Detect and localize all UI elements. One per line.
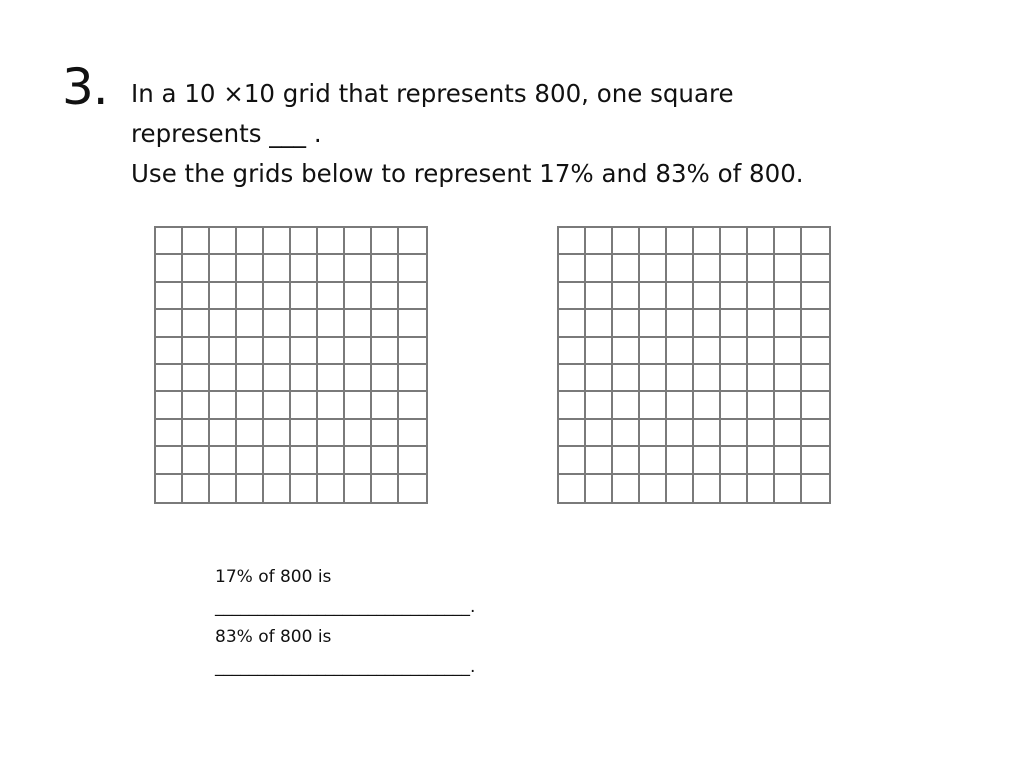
grid-cell[interactable] [640,338,667,365]
prompt-line-3: Use the grids below to represent 17% and 83% of 800. [131,159,804,188]
grid-cell[interactable] [291,310,318,337]
grid-cell[interactable] [237,447,264,474]
grid-cell[interactable] [318,420,345,447]
grid-cell[interactable] [156,420,183,447]
grid-cell[interactable] [667,420,694,447]
grid-cell[interactable] [372,228,399,255]
grid-cell[interactable] [345,392,372,419]
answer-83-blank[interactable]: ______________________________. [215,657,476,677]
grid-cell[interactable] [586,283,613,310]
grid-cell[interactable] [318,365,345,392]
grid-cell[interactable] [559,447,586,474]
grid-cell[interactable] [183,365,210,392]
grid-cell[interactable] [667,338,694,365]
grid-cell[interactable] [210,420,237,447]
grid-cell[interactable] [694,365,721,392]
grid-cell[interactable] [399,475,426,502]
grid-cell[interactable] [399,365,426,392]
grid-cell[interactable] [291,283,318,310]
grid-cell[interactable] [559,255,586,282]
grid-cell[interactable] [667,475,694,502]
grid-cell[interactable] [264,392,291,419]
grid-cell[interactable] [802,475,829,502]
grid-cell[interactable] [775,392,802,419]
grid-cell[interactable] [345,475,372,502]
grid-cell[interactable] [640,283,667,310]
grid-cell[interactable] [640,228,667,255]
grid-cell[interactable] [183,255,210,282]
grid-cell[interactable] [156,338,183,365]
grid-cell[interactable] [318,447,345,474]
grid-cell[interactable] [156,392,183,419]
grid-cell[interactable] [264,447,291,474]
grid-cell[interactable] [586,310,613,337]
grid-cell[interactable] [802,420,829,447]
grid-cell[interactable] [318,475,345,502]
grid-cell[interactable] [613,338,640,365]
answer-17-label: 17% of 800 is [215,567,332,587]
grid-cell[interactable] [721,283,748,310]
grid-cell[interactable] [345,447,372,474]
grid-cell[interactable] [748,447,775,474]
grid-cell[interactable] [694,228,721,255]
grid-cell[interactable] [721,420,748,447]
grid-cell[interactable] [559,338,586,365]
grid-cell[interactable] [183,310,210,337]
grid-cell[interactable] [237,283,264,310]
grid-cell[interactable] [399,283,426,310]
grid-cell[interactable] [156,475,183,502]
grid-cell[interactable] [210,365,237,392]
grid-cell[interactable] [721,365,748,392]
grid-cell[interactable] [291,365,318,392]
grid-cell[interactable] [345,255,372,282]
grid-cell[interactable] [237,365,264,392]
grid-cell[interactable] [156,447,183,474]
answer-section [215,562,475,682]
grid-cell[interactable] [613,283,640,310]
grid-cell[interactable] [694,255,721,282]
grid-cell[interactable] [694,447,721,474]
grid-cell[interactable] [291,392,318,419]
grid-cell[interactable] [183,392,210,419]
grid-cell[interactable] [640,420,667,447]
grid-cell[interactable] [372,255,399,282]
prompt-line-2: represents ___ . [131,119,322,148]
grid-cell[interactable] [345,420,372,447]
grid-cell[interactable] [748,283,775,310]
grid-cell[interactable] [748,420,775,447]
grid-cell[interactable] [291,447,318,474]
grid-cell[interactable] [721,310,748,337]
grid-cell[interactable] [802,338,829,365]
grid-cell[interactable] [586,447,613,474]
grid-cell[interactable] [667,310,694,337]
grid-cell[interactable] [399,420,426,447]
grid-cell[interactable] [183,475,210,502]
grid-cell[interactable] [559,365,586,392]
grid-cell[interactable] [667,255,694,282]
grid-cell[interactable] [237,338,264,365]
grid-cell[interactable] [183,338,210,365]
grid-cell[interactable] [291,420,318,447]
grid-cell[interactable] [291,228,318,255]
grid-cell[interactable] [183,420,210,447]
grid-cell[interactable] [559,392,586,419]
grid-cell[interactable] [559,475,586,502]
grid-cell[interactable] [613,392,640,419]
grid-cell[interactable] [640,255,667,282]
grid-cell[interactable] [748,228,775,255]
grid-cell[interactable] [586,255,613,282]
grid-cell[interactable] [210,392,237,419]
grid-cell[interactable] [775,255,802,282]
grid-cell[interactable] [640,392,667,419]
grid-cell[interactable] [640,365,667,392]
grid-cell[interactable] [237,420,264,447]
grid-cell[interactable] [559,310,586,337]
grid-cell[interactable] [559,283,586,310]
grid-cell[interactable] [372,338,399,365]
grid-cell[interactable] [667,365,694,392]
grid-cell[interactable] [559,228,586,255]
grid-cell[interactable] [586,228,613,255]
grid-cell[interactable] [156,283,183,310]
grid-cell[interactable] [210,338,237,365]
grid-cell[interactable] [694,475,721,502]
grid-cell[interactable] [345,228,372,255]
grid-cell[interactable] [318,392,345,419]
grid-cell[interactable] [802,228,829,255]
grid-cell[interactable] [399,228,426,255]
grid-cell[interactable] [399,338,426,365]
grid-cell[interactable] [775,447,802,474]
grid-cell[interactable] [183,283,210,310]
grid-cell[interactable] [775,475,802,502]
grid-cell[interactable] [399,392,426,419]
grid-cell[interactable] [372,447,399,474]
grid-cell[interactable] [372,420,399,447]
grid-cell[interactable] [318,255,345,282]
grid-cell[interactable] [291,338,318,365]
grid-cell[interactable] [775,365,802,392]
grid-cell[interactable] [318,228,345,255]
grid-cell[interactable] [748,392,775,419]
question-prompt [131,74,991,194]
grid-cell[interactable] [613,447,640,474]
grid-cell[interactable] [318,283,345,310]
hundred-grid-left[interactable] [154,226,428,504]
grid-cell[interactable] [613,228,640,255]
prompt-line-1: In a 10 ×10 grid that represents 800, one square [131,79,734,108]
grid-cell[interactable] [372,365,399,392]
grid-cell[interactable] [183,228,210,255]
grid-cell[interactable] [640,310,667,337]
grid-cell[interactable] [210,228,237,255]
grid-cell[interactable] [613,475,640,502]
answer-83-label: 83% of 800 is [215,627,332,647]
grid-cell[interactable] [748,475,775,502]
grid-cell[interactable] [210,447,237,474]
grid-cell[interactable] [721,475,748,502]
grid-cell[interactable] [613,420,640,447]
grid-cell[interactable] [640,475,667,502]
grid-cell[interactable] [264,338,291,365]
grid-cell[interactable] [802,447,829,474]
grid-cell[interactable] [237,475,264,502]
grid-cell[interactable] [372,392,399,419]
grid-cell[interactable] [775,310,802,337]
grid-cell[interactable] [721,228,748,255]
grid-cell[interactable] [156,255,183,282]
grid-cell[interactable] [613,255,640,282]
grid-cell[interactable] [264,365,291,392]
grid-cell[interactable] [210,283,237,310]
grid-cell[interactable] [156,310,183,337]
grid-cell[interactable] [694,310,721,337]
grid-cell[interactable] [345,310,372,337]
grid-cell[interactable] [721,447,748,474]
grid-cell[interactable] [318,338,345,365]
grid-cell[interactable] [291,475,318,502]
grid-cell[interactable] [748,310,775,337]
grid-cell[interactable] [586,365,613,392]
grid-cell[interactable] [210,255,237,282]
grid-cell[interactable] [183,447,210,474]
grid-cell[interactable] [264,420,291,447]
grid-cell[interactable] [237,392,264,419]
grid-cell[interactable] [802,310,829,337]
question-number: 3. [62,58,108,116]
grid-cell[interactable] [694,338,721,365]
grid-cell[interactable] [210,310,237,337]
grid-cell[interactable] [802,255,829,282]
grid-cell[interactable] [345,338,372,365]
grid-cell[interactable] [667,392,694,419]
grid-cell[interactable] [721,392,748,419]
grid-cell[interactable] [721,255,748,282]
grid-cell[interactable] [586,338,613,365]
grid-cell[interactable] [640,447,667,474]
grid-cell[interactable] [291,255,318,282]
grid-cell[interactable] [264,255,291,282]
grid-cell[interactable] [694,283,721,310]
hundred-grid-right[interactable] [557,226,831,504]
grid-cell[interactable] [748,365,775,392]
grid-cell[interactable] [586,420,613,447]
grid-cell[interactable] [345,365,372,392]
grid-cell[interactable] [372,310,399,337]
grid-cell[interactable] [694,420,721,447]
grid-cell[interactable] [399,447,426,474]
grid-cell[interactable] [156,365,183,392]
grid-cell[interactable] [237,255,264,282]
grid-cell[interactable] [802,392,829,419]
grid-cell[interactable] [748,338,775,365]
grid-cell[interactable] [775,338,802,365]
grid-cell[interactable] [667,228,694,255]
grid-cell[interactable] [613,310,640,337]
grid-cell[interactable] [264,228,291,255]
grid-cell[interactable] [318,310,345,337]
grid-cell[interactable] [775,420,802,447]
grid-cell[interactable] [399,310,426,337]
grid-cell[interactable] [694,392,721,419]
grid-cell[interactable] [775,283,802,310]
grid-cell[interactable] [156,228,183,255]
grid-cell[interactable] [667,283,694,310]
grid-cell[interactable] [586,392,613,419]
grid-cell[interactable] [345,283,372,310]
grid-cell[interactable] [372,475,399,502]
grid-cell[interactable] [210,475,237,502]
grid-cell[interactable] [802,365,829,392]
grid-cell[interactable] [237,228,264,255]
grid-cell[interactable] [667,447,694,474]
grid-cell[interactable] [802,283,829,310]
grid-cell[interactable] [586,475,613,502]
grid-cell[interactable] [372,283,399,310]
grid-cell[interactable] [559,420,586,447]
grid-cell[interactable] [613,365,640,392]
grid-cell[interactable] [399,255,426,282]
answer-17-blank[interactable]: ______________________________. [215,597,476,617]
grid-cell[interactable] [264,310,291,337]
grid-cell[interactable] [748,255,775,282]
grid-cell[interactable] [237,310,264,337]
grid-cell[interactable] [775,228,802,255]
grid-cell[interactable] [721,338,748,365]
grid-cell[interactable] [264,475,291,502]
grid-cell[interactable] [264,283,291,310]
